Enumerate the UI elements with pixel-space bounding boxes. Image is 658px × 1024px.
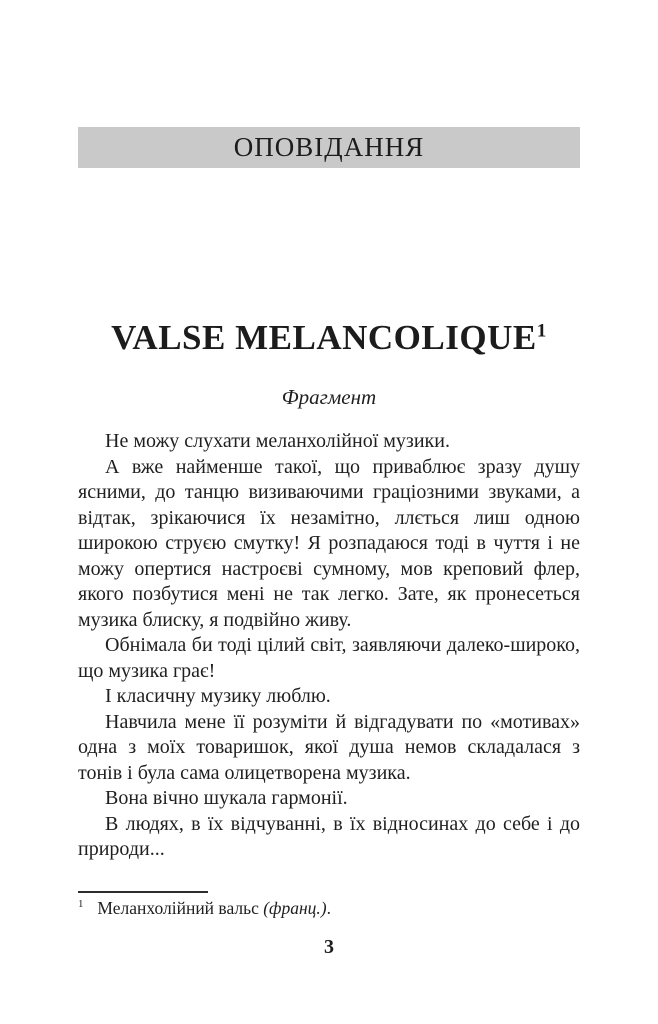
paragraph: А вже найменше такої, що приваблює зразу душу ясними, до танцю визиваючими граціозними звуками, а відтак, зрікаючися їх незамітно, ллється лиш одною широкою струєю смутку! Я розпадаюся тоді в чуття і не можу опертися настроєві сумному, мов креповий флер, якого позбутися мені не так легко. Зате, як пронесеться музика блиску, я подвійно живу. [78,455,580,631]
footnote-marker: 1 [78,898,84,911]
story-title [40,318,618,358]
footnote-reference-superscript: 1 [536,320,547,342]
paragraph: Не можу слухати меланхолійної музики. [105,430,450,452]
page-number: 3 [324,936,334,958]
story-body [78,429,580,863]
footnote-separator-rule [78,891,208,893]
paragraph: Навчила мене її розуміти й відгадувати по «мотивах» одна з моїх товаришок, якої душа немов складалася з тонів і була сама олицетворена музика. [78,710,580,784]
paragraph: В людях, в їх відчуванні, в їх відносинах до себе і до природи... [78,812,580,860]
section-header-label: ОПОВІДАННЯ [233,132,425,162]
story-subtitle: Фрагмент [281,385,377,409]
footnote-text-period: . [326,898,331,918]
footnote-text-italic: (франц.) [263,898,327,918]
story-title-text: VALSE MELANCOLIQUE [111,318,537,357]
footnote [78,897,580,919]
footnote-text-regular: Меланхолійний вальс [97,898,264,918]
paragraph: Вона вічно шукала гармонії. [105,787,348,809]
section-header-banner [78,127,580,168]
paragraph: Обнімала би тоді цілий світ, заявляючи далеко-широко, що музика грає! [78,634,580,682]
paragraph: І класичну музику люблю. [105,685,331,707]
